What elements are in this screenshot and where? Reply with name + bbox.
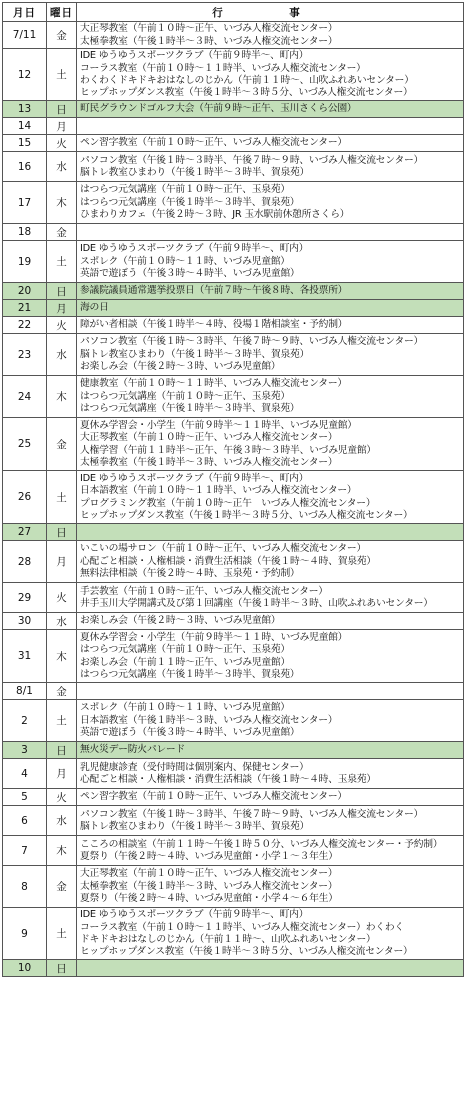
event-line: 脳トレ教室ひまわり（午後１時半〜３時半、賀泉苑） [80, 167, 310, 178]
row-events [77, 22, 464, 49]
row-weekday: 木 [47, 836, 77, 866]
calendar-row [3, 376, 464, 418]
event-line: パソコン教室（午後１時〜３時半、午後７時〜９時、いづみ人権交流センター） [80, 154, 424, 166]
calendar-row [3, 152, 464, 182]
row-date: 18 [3, 224, 47, 241]
calendar-row [3, 960, 464, 977]
calendar-row [3, 789, 464, 806]
calendar-row [3, 630, 464, 683]
row-date: 15 [3, 135, 47, 152]
event-line: いこいの場サロン（午前１０時〜正午、いづみ人権交流センター） [80, 543, 367, 555]
event-line: IDE ゆうゆうスポーツクラブ（午前９時半〜、町内） [80, 243, 309, 255]
row-date: 31 [3, 630, 47, 683]
event-line: はつらつ元気講座（午前１０時〜正午、玉泉苑） [80, 390, 290, 402]
row-events [77, 317, 464, 334]
row-weekday: 日 [47, 101, 77, 118]
row-weekday: 水 [47, 152, 77, 182]
row-date: 24 [3, 376, 47, 418]
row-weekday: 土 [47, 471, 77, 524]
event-line: 太極拳教室（午後１時半〜３時、いづみ人権交流センター） [80, 35, 338, 47]
row-events [77, 135, 464, 152]
row-date: 9 [3, 908, 47, 960]
row-events [77, 908, 464, 960]
row-date: 13 [3, 101, 47, 118]
event-line: 日本語教室（午後１時半〜３時、いづみ人権交流センター） [80, 714, 338, 726]
event-line: 大正琴教室（午前１０時〜正午、いづみ人権交流センター） [80, 432, 338, 444]
row-events [77, 583, 464, 613]
row-date: 27 [3, 524, 47, 541]
event-line: お楽しみ会（午後２時〜３時、いづみ児童館） [80, 361, 281, 373]
event-line: 井手玉川大学開講式及び第１回講座（午後１時半〜３時、山吹ふれあいセンター） [80, 598, 433, 609]
calendar-row [3, 418, 464, 471]
row-events [77, 759, 464, 789]
row-events [77, 683, 464, 700]
row-events [77, 300, 464, 317]
row-events [77, 283, 464, 300]
event-line: 心配ごと相談・人権相談・消費生活相談（午後１時〜４時、賀泉苑） [80, 555, 376, 567]
event-line: 夏休み学習会・小学生（午前９時半〜１１時、いづみ児童館） [80, 631, 348, 643]
event-line: 日本語教室（午前１０時〜１１時半、いづみ人権交流センター） [80, 485, 357, 497]
row-date: 8 [3, 866, 47, 908]
row-weekday: 土 [47, 908, 77, 960]
calendar-row [3, 806, 464, 836]
row-weekday: 木 [47, 630, 77, 683]
calendar-row [3, 241, 464, 283]
event-line: 脳トレ教室ひまわり（午後１時半〜３時半、賀泉苑） [80, 348, 310, 360]
event-line: プログラミング教室（午前１０時〜正午 いづみ人権交流センター） [80, 497, 376, 509]
event-line: 夏休み学習会・小学生（午前９時半〜１１時半、いづみ児童館） [80, 419, 357, 431]
event-line: 脳トレ教室ひまわり（午後１時半〜３時半、賀泉苑） [80, 821, 310, 832]
event-line: 英語で遊ぼう（午後３時〜４時半、いづみ児童館） [80, 727, 300, 739]
row-date: 14 [3, 118, 47, 135]
calendar-row [3, 742, 464, 759]
event-line: お楽しみ会（午前１１時〜正午、いづみ児童館） [80, 656, 291, 668]
row-events [77, 630, 464, 683]
calendar-row [3, 224, 464, 241]
header-weekday: 曜日 [47, 3, 77, 22]
event-line: ヒップホップダンス教室（午後１時半〜３時５分、いづみ人権交流センター） [80, 87, 413, 99]
calendar-row [3, 300, 464, 317]
row-weekday: 土 [47, 700, 77, 742]
row-weekday: 日 [47, 960, 77, 977]
event-line: パソコン教室（午後１時〜３時半、午後７時〜９時、いづみ人権交流センター） [80, 808, 424, 820]
event-line: 夏祭り（午後２時〜４時、いづみ児童館・小学１〜３年生） [80, 851, 338, 862]
row-events [77, 836, 464, 866]
event-line: 太極拳教室（午後１時半〜３時、いづみ人権交流センター） [80, 456, 338, 468]
row-date: 3 [3, 742, 47, 759]
event-line: はつらつ元気講座（午前１０時〜正午、玉泉苑） [80, 184, 290, 196]
calendar-row [3, 866, 464, 908]
row-events [77, 471, 464, 524]
calendar-row [3, 908, 464, 960]
row-weekday: 水 [47, 806, 77, 836]
event-line: IDE ゆうゆうスポーツクラブ（午前９時半〜、町内） [80, 50, 309, 62]
event-line: 夏祭り（午後２時〜４時、いづみ児童館・小学４〜６年生） [80, 893, 338, 905]
calendar-row [3, 613, 464, 630]
row-date: 12 [3, 49, 47, 101]
calendar-row [3, 471, 464, 524]
row-weekday: 月 [47, 118, 77, 135]
event-line: 参議院議員通常選挙投票日（午前７時〜午後８時、各投票所） [80, 285, 348, 297]
calendar-row [3, 583, 464, 613]
row-date: 17 [3, 182, 47, 224]
row-weekday: 日 [47, 742, 77, 759]
row-events [77, 118, 464, 135]
event-line: IDE ゆうゆうスポーツクラブ（午前９時半〜、町内） [80, 472, 309, 484]
row-events [77, 524, 464, 541]
row-weekday: 木 [47, 182, 77, 224]
row-events [77, 182, 464, 224]
row-date: 30 [3, 613, 47, 630]
row-weekday: 火 [47, 789, 77, 806]
event-line: はつらつ元気講座（午後１時半〜３時半、賀泉苑） [80, 403, 300, 415]
calendar-row [3, 683, 464, 700]
calendar-row [3, 317, 464, 334]
row-date: 6 [3, 806, 47, 836]
row-weekday: 金 [47, 22, 77, 49]
row-date: 8/1 [3, 683, 47, 700]
row-weekday: 日 [47, 524, 77, 541]
row-weekday: 月 [47, 541, 77, 583]
row-events [77, 241, 464, 283]
row-weekday: 金 [47, 683, 77, 700]
row-events [77, 376, 464, 418]
row-date: 26 [3, 471, 47, 524]
row-weekday: 金 [47, 418, 77, 471]
row-weekday: 土 [47, 49, 77, 101]
row-date: 16 [3, 152, 47, 182]
event-line: 無火災デー防火パレード [80, 744, 186, 756]
calendar-row [3, 541, 464, 583]
header-events: 行 事 [77, 3, 464, 22]
row-date: 25 [3, 418, 47, 471]
row-date: 19 [3, 241, 47, 283]
event-line: 健康教室（午前１０時〜１１時半、いづみ人権交流センター） [80, 378, 347, 390]
row-date: 29 [3, 583, 47, 613]
row-events [77, 152, 464, 182]
row-events [77, 224, 464, 241]
event-line: はつらつ元気講座（午前１０時〜正午、玉泉苑） [80, 644, 290, 656]
calendar-row [3, 283, 464, 300]
row-date: 28 [3, 541, 47, 583]
event-line: パソコン教室（午後１時〜３時半、午後７時〜９時、いづみ人権交流センター） [80, 336, 424, 348]
event-line: ヒップホップダンス教室（午後１時半〜３時５分、いづみ人権交流センター） [80, 946, 413, 958]
event-line: コーラス教室（午前１０時〜１１時半、いづみ人権交流センター）わくわく [80, 921, 404, 933]
event-line: ペン習字教室（午前１０時〜正午、いづみ人権交流センター） [80, 137, 347, 149]
event-line: はつらつ元気講座（午後１時半〜３時半、賀泉苑） [80, 668, 300, 680]
row-events [77, 101, 464, 118]
row-weekday: 月 [47, 300, 77, 317]
calendar-row [3, 759, 464, 789]
event-line: 心配ごと相談・人権相談・消費生活相談（午後１時〜４時、玉泉苑） [80, 774, 376, 785]
event-line: 町民グラウンドゴルフ大会（午前９時〜正午、玉川さくら公園） [80, 103, 357, 115]
calendar-row [3, 700, 464, 742]
row-weekday: 水 [47, 613, 77, 630]
event-line: 障がい者相談（午後１時半〜４時、役場１階相談室・予約制） [80, 319, 348, 331]
row-events [77, 334, 464, 376]
row-events [77, 541, 464, 583]
event-line: 手芸教室（午前１０時〜正午、いづみ人権交流センター） [80, 585, 328, 597]
calendar-row [3, 49, 464, 101]
row-events [77, 613, 464, 630]
event-line: こころの相談室（午前１１時〜午後１時５０分、いづみ人権交流センター・予約制） [80, 838, 443, 850]
row-events [77, 700, 464, 742]
event-line: 英語で遊ぼう（午後３時〜４時半、いづみ児童館） [80, 268, 300, 280]
row-date: 7/11 [3, 22, 47, 49]
row-events [77, 742, 464, 759]
calendar-row [3, 101, 464, 118]
event-calendar-table [2, 2, 464, 977]
row-date: 22 [3, 317, 47, 334]
row-events [77, 806, 464, 836]
row-events [77, 789, 464, 806]
event-line: スポレク（午前１０時〜１１時、いづみ児童館） [80, 702, 290, 714]
calendar-row [3, 334, 464, 376]
row-date: 4 [3, 759, 47, 789]
event-line: 太極拳教室（午後１時半〜３時、いづみ人権交流センター） [80, 880, 338, 892]
row-date: 5 [3, 789, 47, 806]
row-weekday: 火 [47, 583, 77, 613]
row-events [77, 866, 464, 908]
row-events [77, 49, 464, 101]
calendar-row [3, 22, 464, 49]
event-line: 大正琴教室（午前１０時〜正午、いづみ人権交流センター） [80, 23, 338, 35]
row-weekday: 日 [47, 283, 77, 300]
event-line: コーラス教室（午前１０時〜１１時半、いづみ人権交流センター） [80, 62, 366, 74]
row-weekday: 金 [47, 866, 77, 908]
header-row [3, 3, 464, 22]
row-weekday: 火 [47, 317, 77, 334]
event-line: お楽しみ会（午後２時〜３時、いづみ児童館） [80, 615, 281, 627]
row-events [77, 418, 464, 471]
row-weekday: 火 [47, 135, 77, 152]
row-events [77, 960, 464, 977]
row-date: 7 [3, 836, 47, 866]
row-date: 20 [3, 283, 47, 300]
row-weekday: 金 [47, 224, 77, 241]
row-date: 2 [3, 700, 47, 742]
event-line: IDE ゆうゆうスポーツクラブ（午前９時半〜、町内） [80, 909, 309, 921]
row-date: 21 [3, 300, 47, 317]
calendar-row [3, 135, 464, 152]
event-line: ヒップホップダンス教室（午後１時半〜３時５分、いづみ人権交流センター） [80, 509, 413, 521]
event-line: 大正琴教室（午前１０時〜正午、いづみ人権交流センター） [80, 868, 338, 880]
calendar-row [3, 524, 464, 541]
header-date: 月日 [3, 3, 47, 22]
calendar-row [3, 118, 464, 135]
row-date: 23 [3, 334, 47, 376]
event-line: ひまわりカフェ（午後２時〜３時、JR 玉水駅前休憩所さくら） [80, 209, 350, 221]
event-line: ペン習字教室（午前１０時〜正午、いづみ人権交流センター） [80, 791, 347, 803]
row-weekday: 月 [47, 759, 77, 789]
event-line: 海の日 [80, 302, 109, 314]
event-line: わくわくドキドキおはなしのじかん（午前１１時〜、山吹ふれあいセンター） [80, 75, 414, 86]
calendar-row [3, 182, 464, 224]
row-weekday: 水 [47, 334, 77, 376]
event-line: はつらつ元気講座（午後１時半〜３時半、賀泉苑） [80, 196, 300, 208]
event-line: 乳児健康診査（受付時間は個別案内、保健センター） [80, 761, 309, 773]
calendar-row [3, 836, 464, 866]
event-line: 人権学習（午前１１時半〜正午、午後３時〜３時半、いづみ児童館） [80, 444, 376, 456]
event-line: 無料法律相談（午後２時〜４時、玉泉苑・予約制） [80, 568, 300, 580]
event-line: ドキドキおはなしのじかん（午前１１時〜、山吹ふれあいセンター） [80, 934, 376, 945]
row-weekday: 木 [47, 376, 77, 418]
row-date: 10 [3, 960, 47, 977]
event-line: スポレク（午前１０時〜１１時、いづみ児童館） [80, 255, 290, 267]
row-weekday: 土 [47, 241, 77, 283]
